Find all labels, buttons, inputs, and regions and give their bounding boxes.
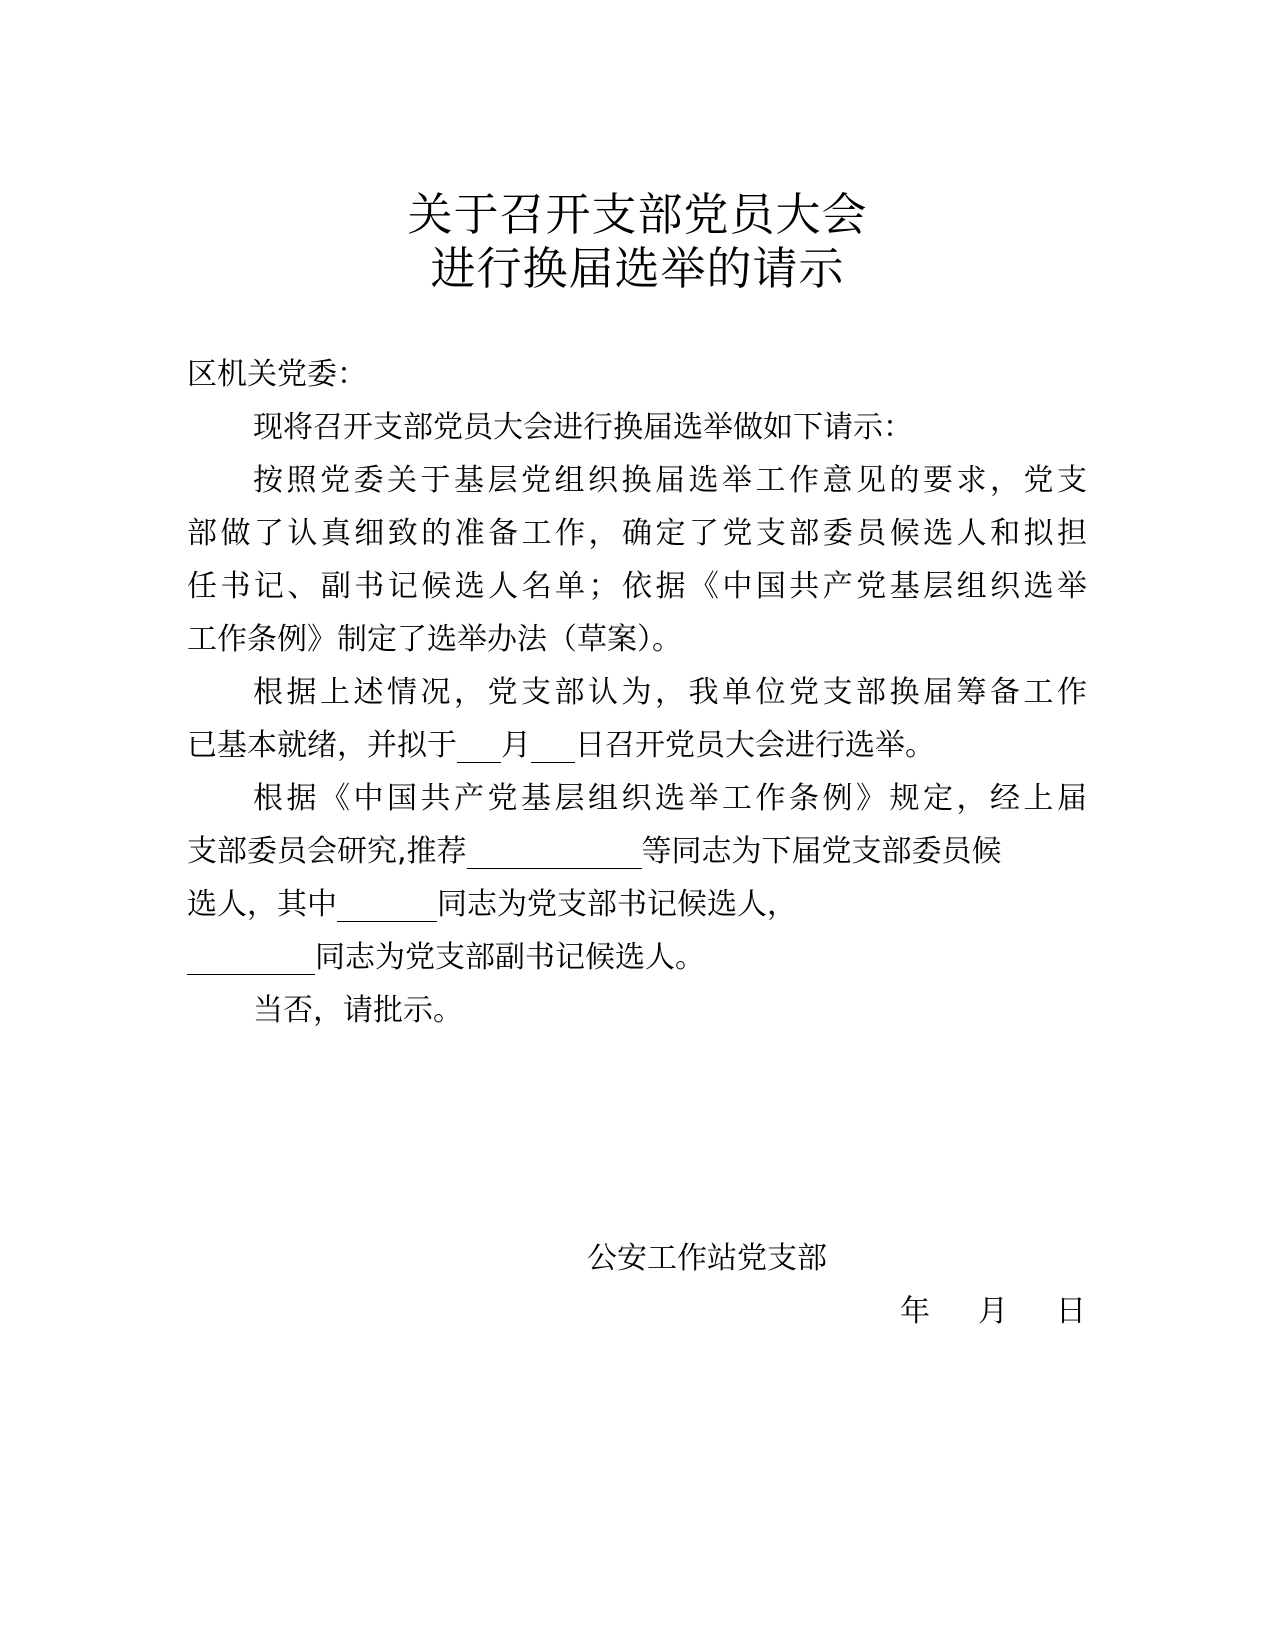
salutation: 区机关党委： bbox=[187, 357, 367, 392]
day-blank bbox=[531, 730, 575, 763]
p3-text-d: 同志为党支部书记候选人， bbox=[437, 887, 797, 922]
deputy-secretary-candidate-blank bbox=[187, 942, 315, 975]
committee-candidates-blank bbox=[467, 836, 642, 869]
p3-line-3 bbox=[187, 878, 1087, 931]
p1-line-1: 按照党委关于基层党组织换届选举工作意见的要求，党支 bbox=[253, 463, 1087, 498]
p1-line-4: 工作条例》制定了选举办法（草案）。 bbox=[187, 622, 682, 657]
p2-text-b: 月 bbox=[501, 728, 531, 763]
date-year: 年 bbox=[900, 1294, 930, 1329]
p2-text-c: 日召开党员大会进行选举。 bbox=[575, 728, 935, 763]
date-month: 月 bbox=[978, 1294, 1008, 1329]
secretary-candidate-blank bbox=[337, 889, 437, 922]
p3-line-1: 根据《中国共产党基层组织选举工作条例》规定，经上届 bbox=[253, 781, 1087, 816]
p3-line-4 bbox=[187, 931, 1087, 984]
p2-line-1: 根据上述情况，党支部认为，我单位党支部换届筹备工作 bbox=[253, 675, 1087, 710]
document-body bbox=[187, 348, 1087, 1037]
date-day: 日 bbox=[1056, 1294, 1086, 1329]
p3-text-c: 选人，其中 bbox=[187, 887, 337, 922]
p1-line-2: 部做了认真细致的准备工作，确定了党支部委员候选人和拟担 bbox=[187, 516, 1087, 551]
closing-line: 当否，请批示。 bbox=[253, 993, 463, 1028]
p3-line-2 bbox=[187, 825, 1087, 878]
paragraph-1 bbox=[187, 454, 1087, 666]
p1-line-3: 任书记、副书记候选人名单；依据《中国共产党基层组织选举 bbox=[187, 569, 1087, 604]
title-line-2: 进行换届选举的请示 bbox=[430, 242, 845, 295]
document-title bbox=[0, 188, 1275, 296]
p2-text-a: 已基本就绪，并拟于 bbox=[187, 728, 457, 763]
p3-text-a: 支部委员会研究,推荐 bbox=[187, 834, 467, 869]
paragraph-3 bbox=[187, 772, 1087, 984]
intro-line: 现将召开支部党员大会进行换届选举做如下请示： bbox=[253, 410, 913, 445]
p3-text-b: 等同志为下届党支部委员候 bbox=[641, 834, 1002, 869]
p3-text-e: 同志为党支部副书记候选人。 bbox=[315, 940, 705, 975]
month-blank bbox=[457, 730, 501, 763]
paragraph-2 bbox=[187, 666, 1087, 772]
signature-date bbox=[900, 1285, 1086, 1338]
p2-line-2 bbox=[187, 719, 1087, 772]
signature-org: 公安工作站党支部 bbox=[587, 1241, 827, 1276]
title-line-1: 关于召开支部党员大会 bbox=[407, 188, 868, 241]
